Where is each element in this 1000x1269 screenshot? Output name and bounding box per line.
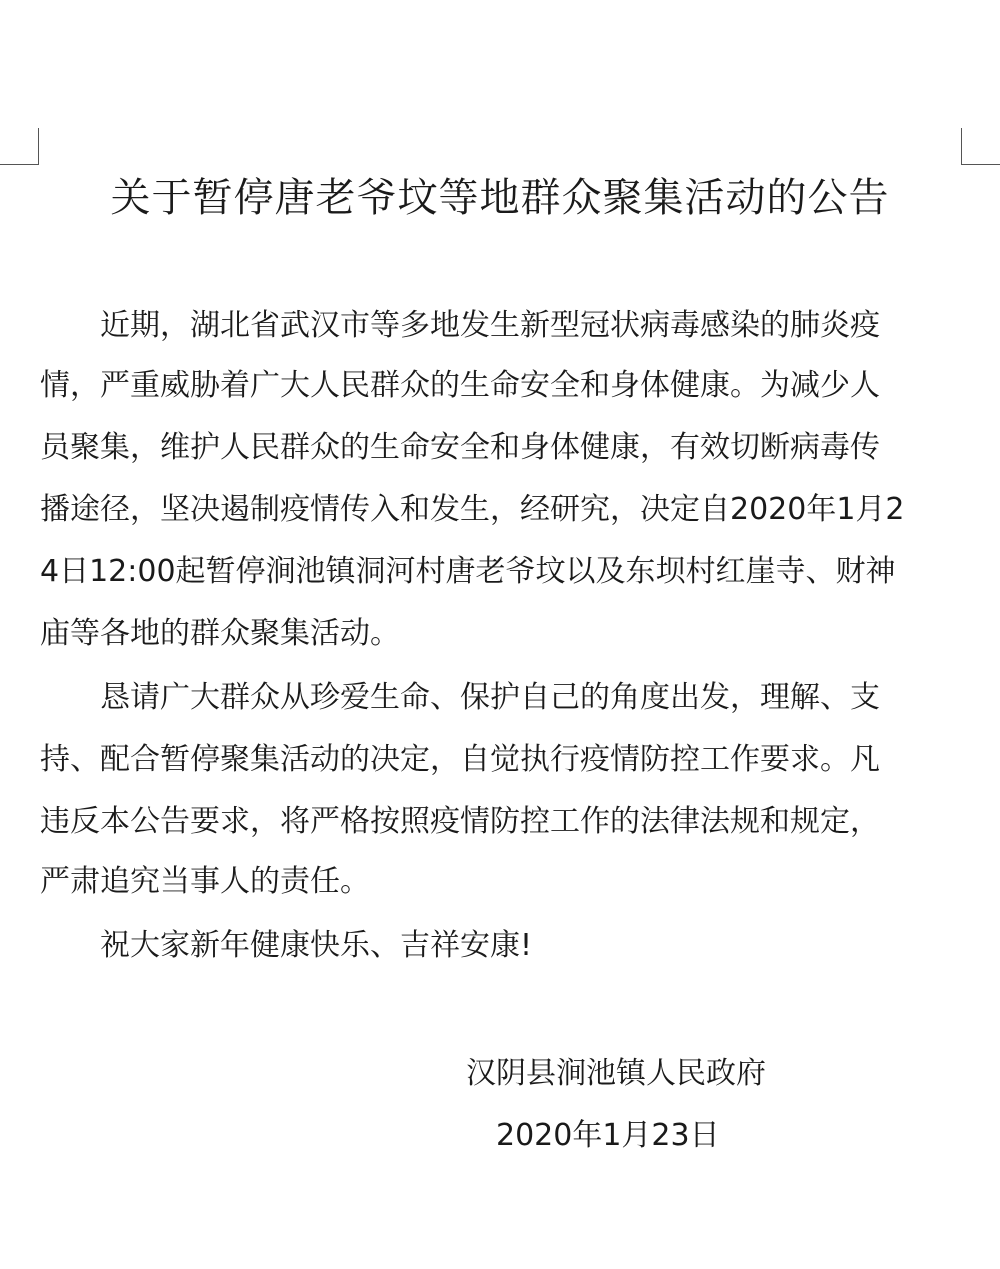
issuer-name: 汉阴县涧池镇人民政府 [466,1056,766,1091]
body-line: 4日12:00起暂停涧池镇洞河村唐老爷坟以及东坝村红崖寺、财神 [40,554,896,589]
body-line: 恳请广大群众从珍爱生命、保护自己的角度出发，理解、支 [40,680,880,715]
body-line: 违反本公告要求，将严格按照疫情防控工作的法律法规和规定， [40,804,880,839]
issue-date: 2020年1月23日 [496,1118,720,1153]
crop-mark-top-left [0,128,39,165]
body-line: 严肃追究当事人的责任。 [40,864,370,899]
document-title: 关于暂停唐老爷坟等地群众聚集活动的公告 [110,175,890,221]
body-line: 持、配合暂停聚集活动的决定，自觉执行疫情防控工作要求。凡 [40,742,880,777]
body-line: 庙等各地的群众聚集活动。 [40,616,400,651]
crop-mark-top-right [961,128,1000,165]
body-line: 员聚集，维护人民群众的生命安全和身体健康，有效切断病毒传 [40,430,880,465]
body-line: 情，严重威胁着广大人民群众的生命安全和身体健康。为减少人 [40,368,880,403]
body-line: 祝大家新年健康快乐、吉祥安康! [40,928,533,963]
body-line: 近期，湖北省武汉市等多地发生新型冠状病毒感染的肺炎疫 [40,308,880,343]
body-line: 播途径，坚决遏制疫情传入和发生，经研究，决定自2020年1月2 [40,492,905,527]
